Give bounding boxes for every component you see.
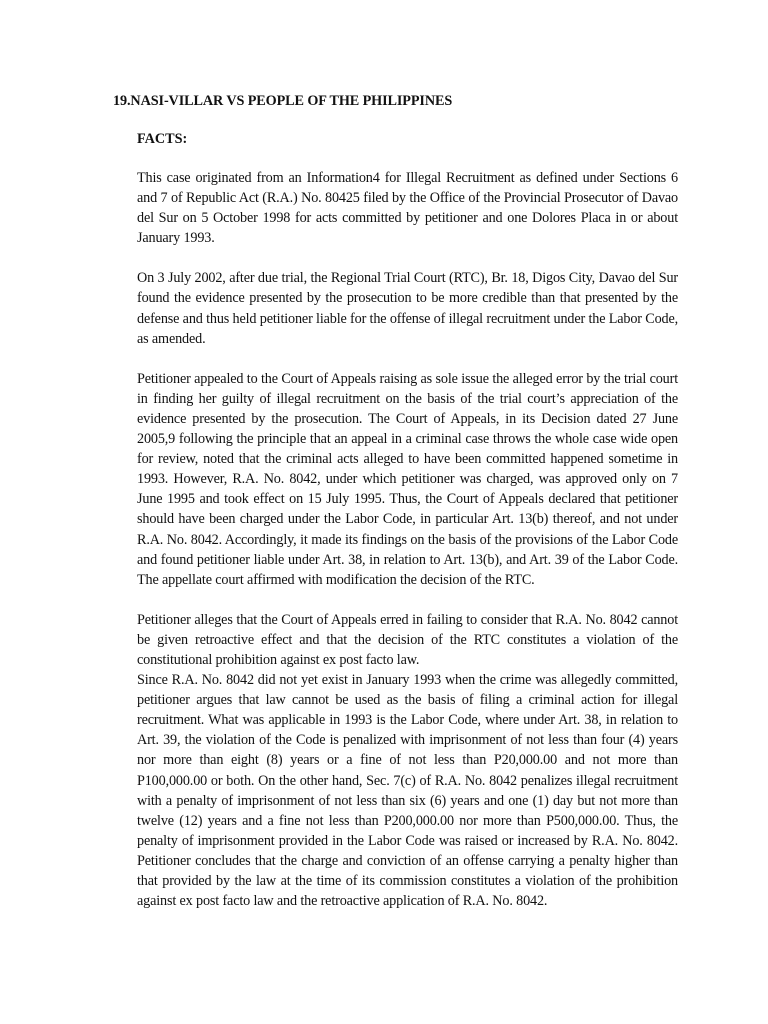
paragraph-petitioner-argument: Since R.A. No. 8042 did not yet exist in January 1993 when the crime was allegedly committed, petitioner argues that law cannot be used as the basis of filing a criminal action for illegal recruitment. What was applicable in 1993 is the Labor Code, where under Art. 38, in relation to Art. 39, the violation of the Code is penalized with imprisonment of not less than four (4) years nor more than eight (8) years or a fine of not less than P20,000.00 and not more than P100,000.00 or both. On the other hand, Sec. 7(c) of R.A. No. 8042 penalizes illegal recruitment with a penalty of imprisonment of not less than six (6) years and one (1) day but not more than twelve (12) years and a fine not less than P200,000.00 nor more than P500,000.00. Thus, the penalty of imprisonment provided in the Labor Code was raised or increased by R.A. No. 8042. Petitioner concludes that the charge and conviction of an offense carrying a penalty higher than that provided by the law at the time of its commission constitutes a violation of the prohibition against ex post facto law and the retroactive application of R.A. No. 8042. — [137, 672, 678, 910]
paragraph-petitioner-allegation: Petitioner alleges that the Court of Appeals erred in failing to consider that R.A. No. 8042 cannot be given retroactive effect and that the decision of the RTC constitutes a violation of the constitutional prohibition against ex post facto law. — [137, 611, 678, 668]
case-title: 19.NASI-VILLAR VS PEOPLE OF THE PHILIPPINES — [113, 93, 453, 109]
facts-body — [137, 168, 678, 911]
paragraph-origin: This case originated from an Information4 for Illegal Recruitment as defined under Sections 6 and 7 of Republic Act (R.A.) No. 80425 filed by the Office of the Provincial Prosecutor of Davao del Sur on 5 October 1998 for acts committed by petitioner and one Dolores Placa in or about January 1993. — [137, 170, 678, 247]
paragraph-rtc-ruling: On 3 July 2002, after due trial, the Regional Trial Court (RTC), Br. 18, Digos City, Davao del Sur found the evidence presented by the prosecution to be more credible than that presented by the defense and thus held petitioner liable for the offense of illegal recruitment under the Labor Code, as amended. — [137, 270, 679, 347]
paragraph-appeal: Petitioner appealed to the Court of Appeals raising as sole issue the alleged error by the trial court in finding her guilty of illegal recruitment on the basis of the trial court’s appreciation of the evidence presented by the prosecution. The Court of Appeals, in its Decision dated 27 June 2005,9 following the principle that an appeal in a criminal case throws the whole case wide open for review, noted that the criminal acts alleged to have been committed happened sometime in 1993. However, R.A. No. 8042, under which petitioner was charged, was approved only on 7 June 1995 and took effect on 15 July 1995. Thus, the Court of Appeals declared that petitioner should have been charged under the Labor Code, in particular Art. 13(b) thereof, and not under R.A. No. 8042. Accordingly, it made its findings on the basis of the provisions of the Labor Code and found petitioner liable under Art. 38, in relation to Art. 13(b), and Art. 39 of the Labor Code. The appellate court affirmed with modification the decision of the RTC. — [137, 370, 678, 588]
section-heading-facts: FACTS: — [137, 131, 188, 147]
